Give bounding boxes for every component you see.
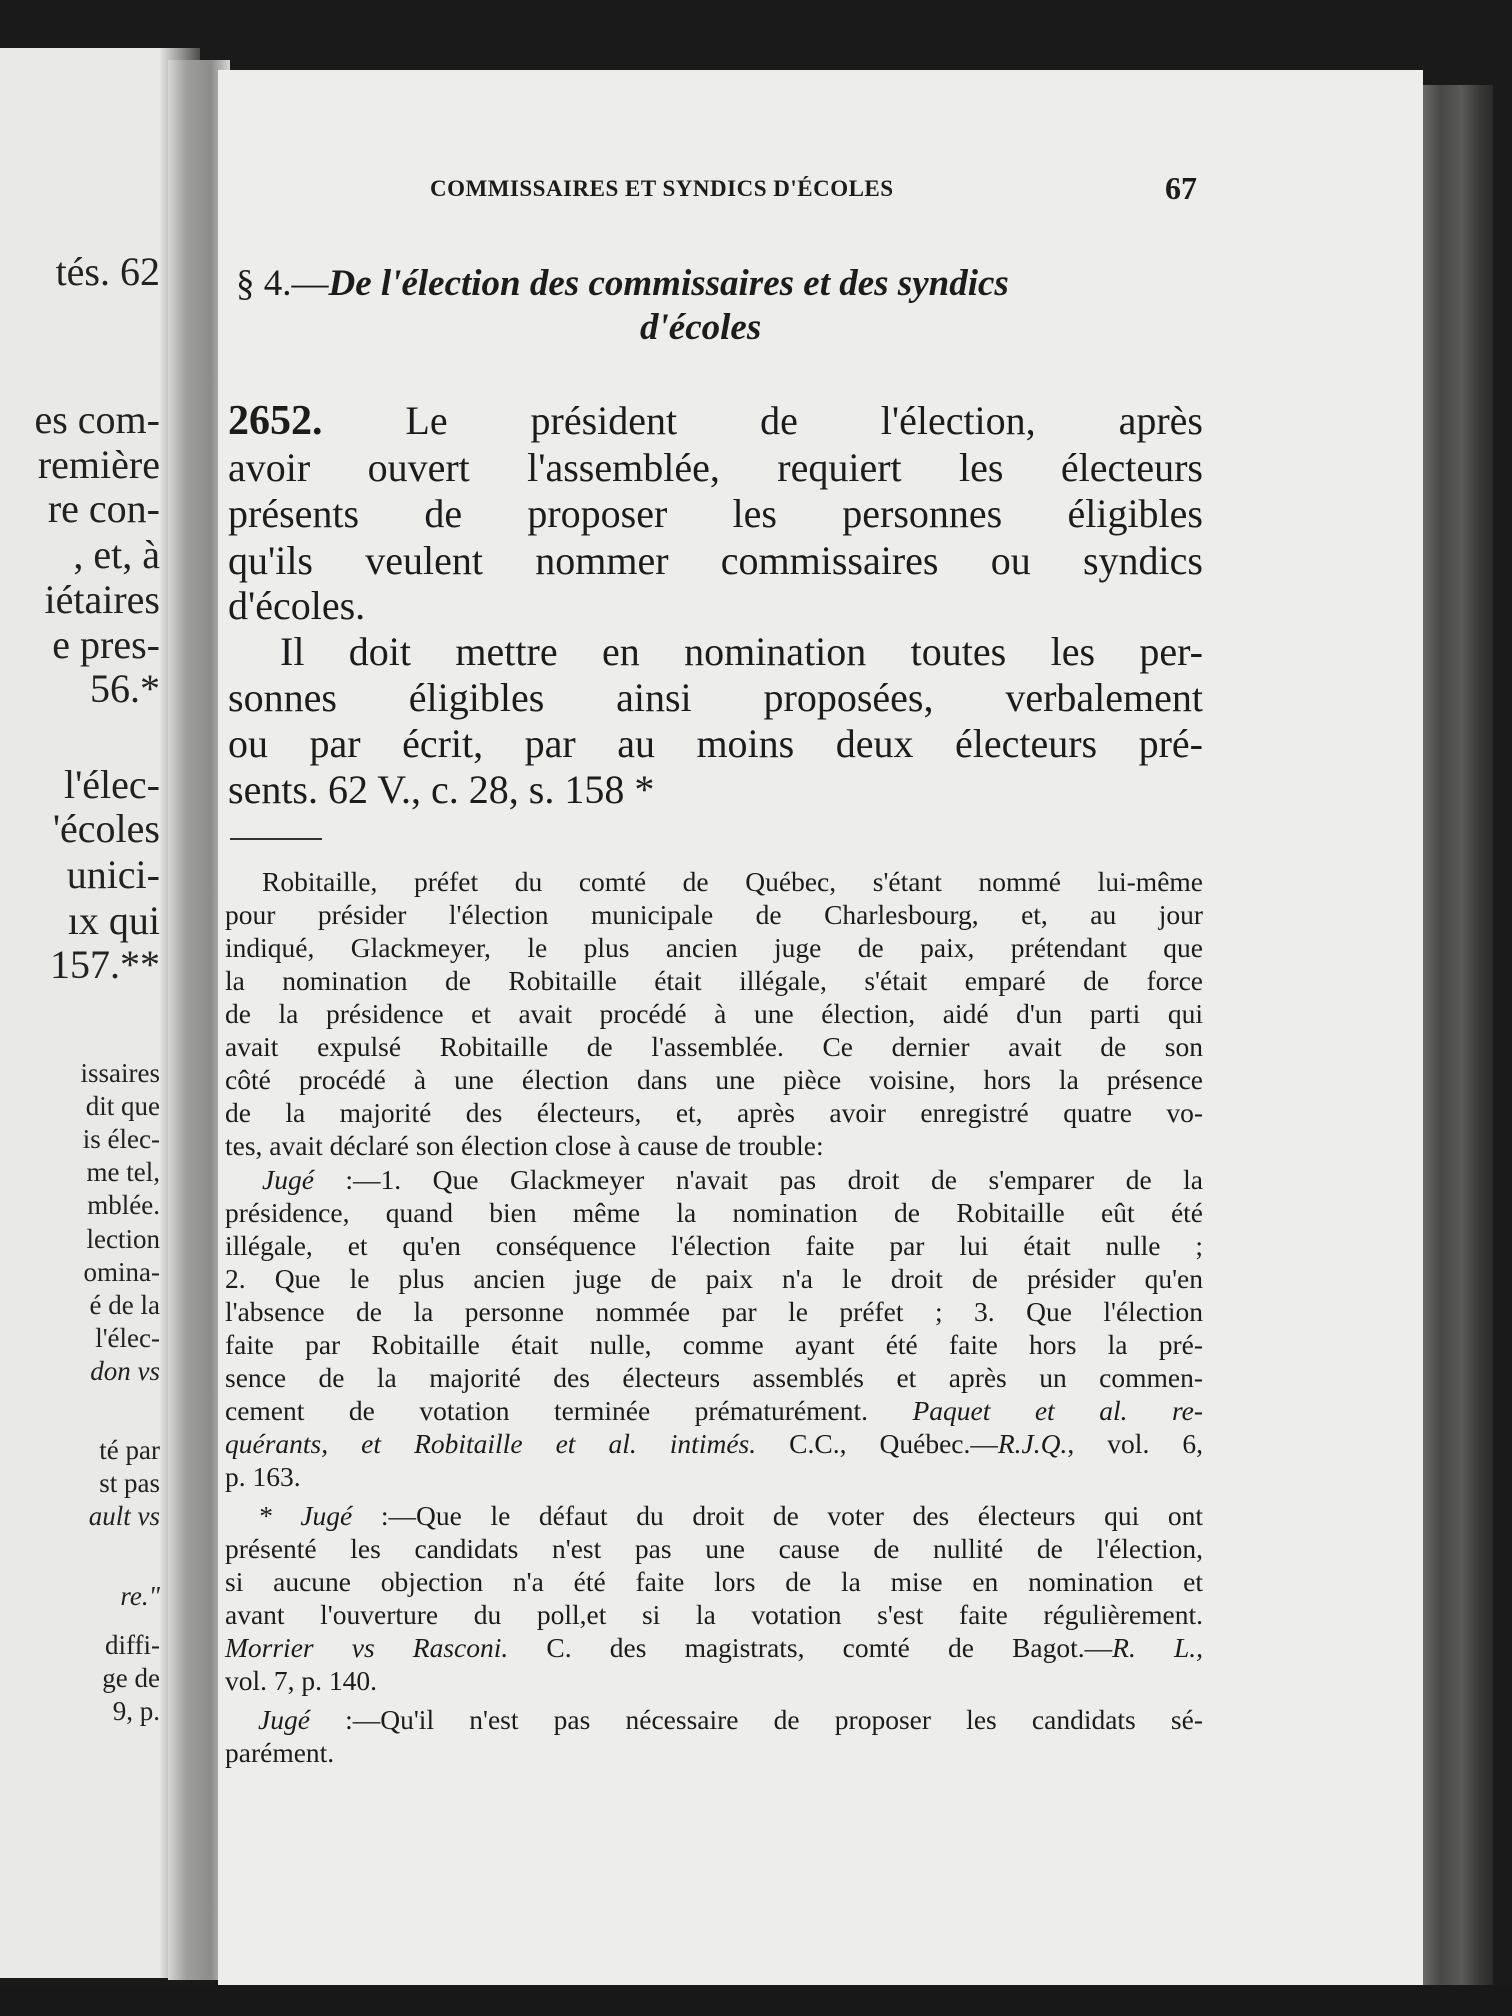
note-line: Morrier vs Rasconi. C. des magistrats, comté de Bagot.—R. L., (225, 1632, 1204, 1663)
note-line: de la majorité des électeurs, et, après avoir enregistré quatre vo- (225, 1097, 1203, 1128)
note-line: l'absence de la personne nommée par le préfet ; 3. Que l'élection (225, 1296, 1203, 1327)
note-line: vol. 7, p. 140. (225, 1665, 378, 1696)
note-line: côté procédé à une élection dans une pièce voisine, hors la présence (225, 1064, 1203, 1095)
note-line: sence de la majorité des électeurs assemblés et après un commen- (225, 1362, 1203, 1393)
left-page-line: remière (37, 442, 160, 487)
article-line: Il doit mettre en nomination toutes les per- (280, 629, 1203, 674)
note-line: faite par Robitaille était nulle, comme ayant été faite hors la pré- (225, 1329, 1203, 1360)
article-line: qu'ils veulent nommer commissaires ou syndics (228, 538, 1203, 583)
left-page-line: re con- (47, 486, 160, 531)
left-page-line: issaires (80, 1058, 160, 1088)
left-page-line: lection (86, 1224, 160, 1254)
note-line: Jugé :—Qu'il n'est pas nécessaire de proposer les candidats sé- (258, 1704, 1203, 1735)
page-stack-edge (1423, 85, 1493, 1995)
left-page-line: iétaires (44, 577, 160, 622)
left-page-line: é de la (89, 1290, 160, 1320)
article-line: sents. 62 V., c. 28, s. 158 * (228, 767, 655, 812)
note-line: de la présidence et avait procédé à une élection, aidé d'un parti qui (225, 998, 1203, 1029)
article-line: sonnes éligibles ainsi proposées, verbalement (228, 675, 1203, 720)
left-page-line: is élec- (82, 1124, 160, 1154)
section-title-line: d'écoles (640, 307, 762, 348)
article-line: présents de proposer les personnes éligibles (228, 491, 1203, 536)
note-line: la nomination de Robitaille était illégale, s'était emparé de force (225, 965, 1203, 996)
right-page (218, 70, 1423, 1990)
note-line: quérants, et Robitaille et al. intimés. C.C., Québec.—R.J.Q., vol. 6, (225, 1428, 1203, 1459)
section-number: § 4.— (236, 263, 329, 304)
section-title-line: De l'élection des commissaires et des syndics (328, 263, 1009, 304)
left-page-line: l'élec- (95, 1323, 160, 1353)
left-page-line: me tel, (86, 1157, 160, 1187)
note-line: p. 163. (225, 1461, 301, 1492)
left-page-line: ault vs (88, 1501, 160, 1531)
note-line: tes, avait déclaré son élection close à cause de trouble: (225, 1130, 824, 1161)
article-line: d'écoles. (228, 583, 366, 628)
note-line: 2. Que le plus ancien juge de paix n'a le droit de présider qu'en (225, 1263, 1203, 1294)
left-page-line: l'élec- (63, 762, 160, 807)
left-page-line: 157.** (50, 942, 160, 987)
note-line: présidence, quand bien même la nomination de Robitaille eût été (225, 1197, 1203, 1228)
note-line: cement de votation terminée prématurément. Paquet et al. re- (225, 1395, 1203, 1426)
left-page-line: diffi- (105, 1630, 160, 1660)
article-line: 2652. Le président de l'élection, après (228, 398, 1203, 444)
note-line: pour présider l'élection municipale de Charlesbourg, et, au jour (225, 899, 1203, 930)
footnote-rule (230, 838, 322, 840)
left-page-line: e pres- (52, 622, 160, 667)
page-number: 67 (1165, 170, 1197, 206)
left-page-line: don vs (90, 1356, 160, 1386)
article-line: ou par écrit, par au moins deux électeurs pré- (228, 721, 1203, 766)
running-title: COMMISSAIRES ET SYNDICS D'ÉCOLES (430, 176, 894, 201)
note-line: parément. (225, 1737, 335, 1768)
left-page-line: unici- (66, 852, 160, 897)
left-page-line: 'écoles (52, 806, 160, 851)
note-line: illégale, et qu'en conséquence l'élection faite par lui était nulle ; (225, 1230, 1203, 1261)
left-page-line: mblée. (87, 1190, 160, 1220)
article-number: 2652. (228, 398, 323, 444)
note-line: Jugé :—1. Que Glackmeyer n'avait pas droit de s'emparer de la (262, 1164, 1203, 1195)
left-page-line: tés. 62 (55, 249, 160, 294)
left-page-line: , et, à (73, 532, 160, 577)
left-page-line: es com- (34, 397, 160, 442)
left-page-line: st pas (99, 1468, 160, 1498)
left-page-line: ıx qui (67, 898, 160, 943)
left-page-line: 56.* (90, 666, 160, 711)
section-heading (236, 262, 1009, 305)
note-line: * Jugé :—Que le défaut du droit de voter des électeurs qui ont (258, 1500, 1204, 1531)
left-page-line: omina- (83, 1257, 160, 1287)
note-line: Robitaille, préfet du comté de Québec, s'étant nommé lui-même (262, 866, 1203, 897)
left-page-line: 9, p. (112, 1696, 160, 1726)
left-page-line: ge de (102, 1663, 160, 1693)
left-page-line: re." (120, 1581, 160, 1611)
article-line: avoir ouvert l'assemblée, requiert les électeurs (228, 445, 1203, 490)
left-page-line: dit que (85, 1091, 160, 1121)
background-bottom (0, 1985, 1512, 2016)
note-line: présenté les candidats n'est pas une cause de nullité de l'élection, (225, 1533, 1203, 1564)
left-page-line: té par (99, 1435, 160, 1465)
note-line: si aucune objection n'a été faite lors de la mise en nomination et (225, 1566, 1203, 1597)
note-line: avant l'ouverture du poll,et si la votation s'est faite régulièrement. (225, 1599, 1203, 1630)
note-line: avait expulsé Robitaille de l'assemblée. Ce dernier avait de son (225, 1031, 1203, 1062)
note-line: indiqué, Glackmeyer, le plus ancien juge de paix, prétendant que (225, 932, 1203, 963)
